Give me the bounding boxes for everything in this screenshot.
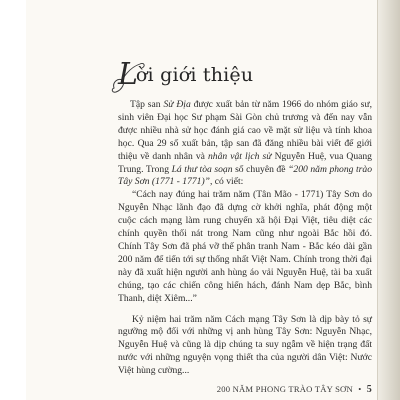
text-run: được xuất bản từ năm 1966 do nhóm giáo sư, sinh viên Đại học Sư phạm Sài Gòn chủ trương và đến nay vẫn được nhiều nhà sử học đánh giá cao về mặt sử liệu và tính khoa học. Qua 29 số xuất bản, tập san đã đăng nhiều bài viết để giới thiệu về danh nhân và <box>118 99 372 162</box>
section-heading <box>118 58 253 92</box>
footer-bullet: • <box>358 384 362 394</box>
italic-text: nhân vật lịch sử <box>207 150 272 162</box>
text-run: Nguyễn Huệ, vua Quang Trung. Trong <box>118 150 372 175</box>
italic-text: Sử Địa <box>163 99 191 110</box>
italic-text: “200 năm phong trào Tây Sơn (1771 - 1771)” <box>118 163 372 188</box>
text-run: “Cách nay đúng hai trăm năm (Tân Mão - 1771) Tây Sơn do Nguyễn Nhạc lãnh đạo đã dựng cờ khởi nghĩa, phát động một cuộc cách mạng làm rung chuyển xã hội Đại Việt, tiêu diệt các chính quyền thối nát trong Nam cũng như ngoài Bắc hồi đó. Chính Tây Sơn đã phá vỡ thế phân tranh Nam - Bắc kéo dài gần 200 năm để tiến tới sự thống nhất Việt Nam. Chính trong thời đại này đã xuất hiện người anh hùng áo vải Nguyễn Huệ, tài ba xuất chúng, tạo các chiến công hiển hách, đánh Nam dẹp Bắc, bình Thanh, diệt Xiêm...” <box>118 189 372 304</box>
running-title: 200 NĂM PHONG TRÀO TÂY SƠN <box>216 384 353 394</box>
paragraph <box>118 314 372 379</box>
body-text <box>118 99 372 378</box>
paragraph <box>118 99 372 189</box>
book-spine-edge <box>378 0 400 400</box>
page-number: 5 <box>366 384 372 395</box>
paragraph <box>118 189 372 305</box>
italic-text: Lá thư tòa soạn <box>171 163 233 175</box>
heading-title: ời giới thiệu <box>135 64 254 86</box>
text-run: số chuyên đề <box>232 163 289 175</box>
running-footer <box>180 384 372 395</box>
text-run: , có viết: <box>210 176 244 188</box>
text-run: Kỷ niệm hai trăm năm Cách mạng Tây Sơn là dịp bày tỏ sự ngưỡng mộ đối với những vị anh hùng Tây Sơn: Nguyễn Nhạc, Nguyễn Huệ và cũng là dịp chúng ta suy ngẫm về hiện trạng đất nước với những nguyện vọng thiết tha của người dân Việt: Nước Việt hùng cường... <box>118 313 372 377</box>
text-run: Tập san <box>130 99 164 110</box>
heading-dropcap: L <box>118 57 138 92</box>
page-left-margin <box>0 0 26 400</box>
